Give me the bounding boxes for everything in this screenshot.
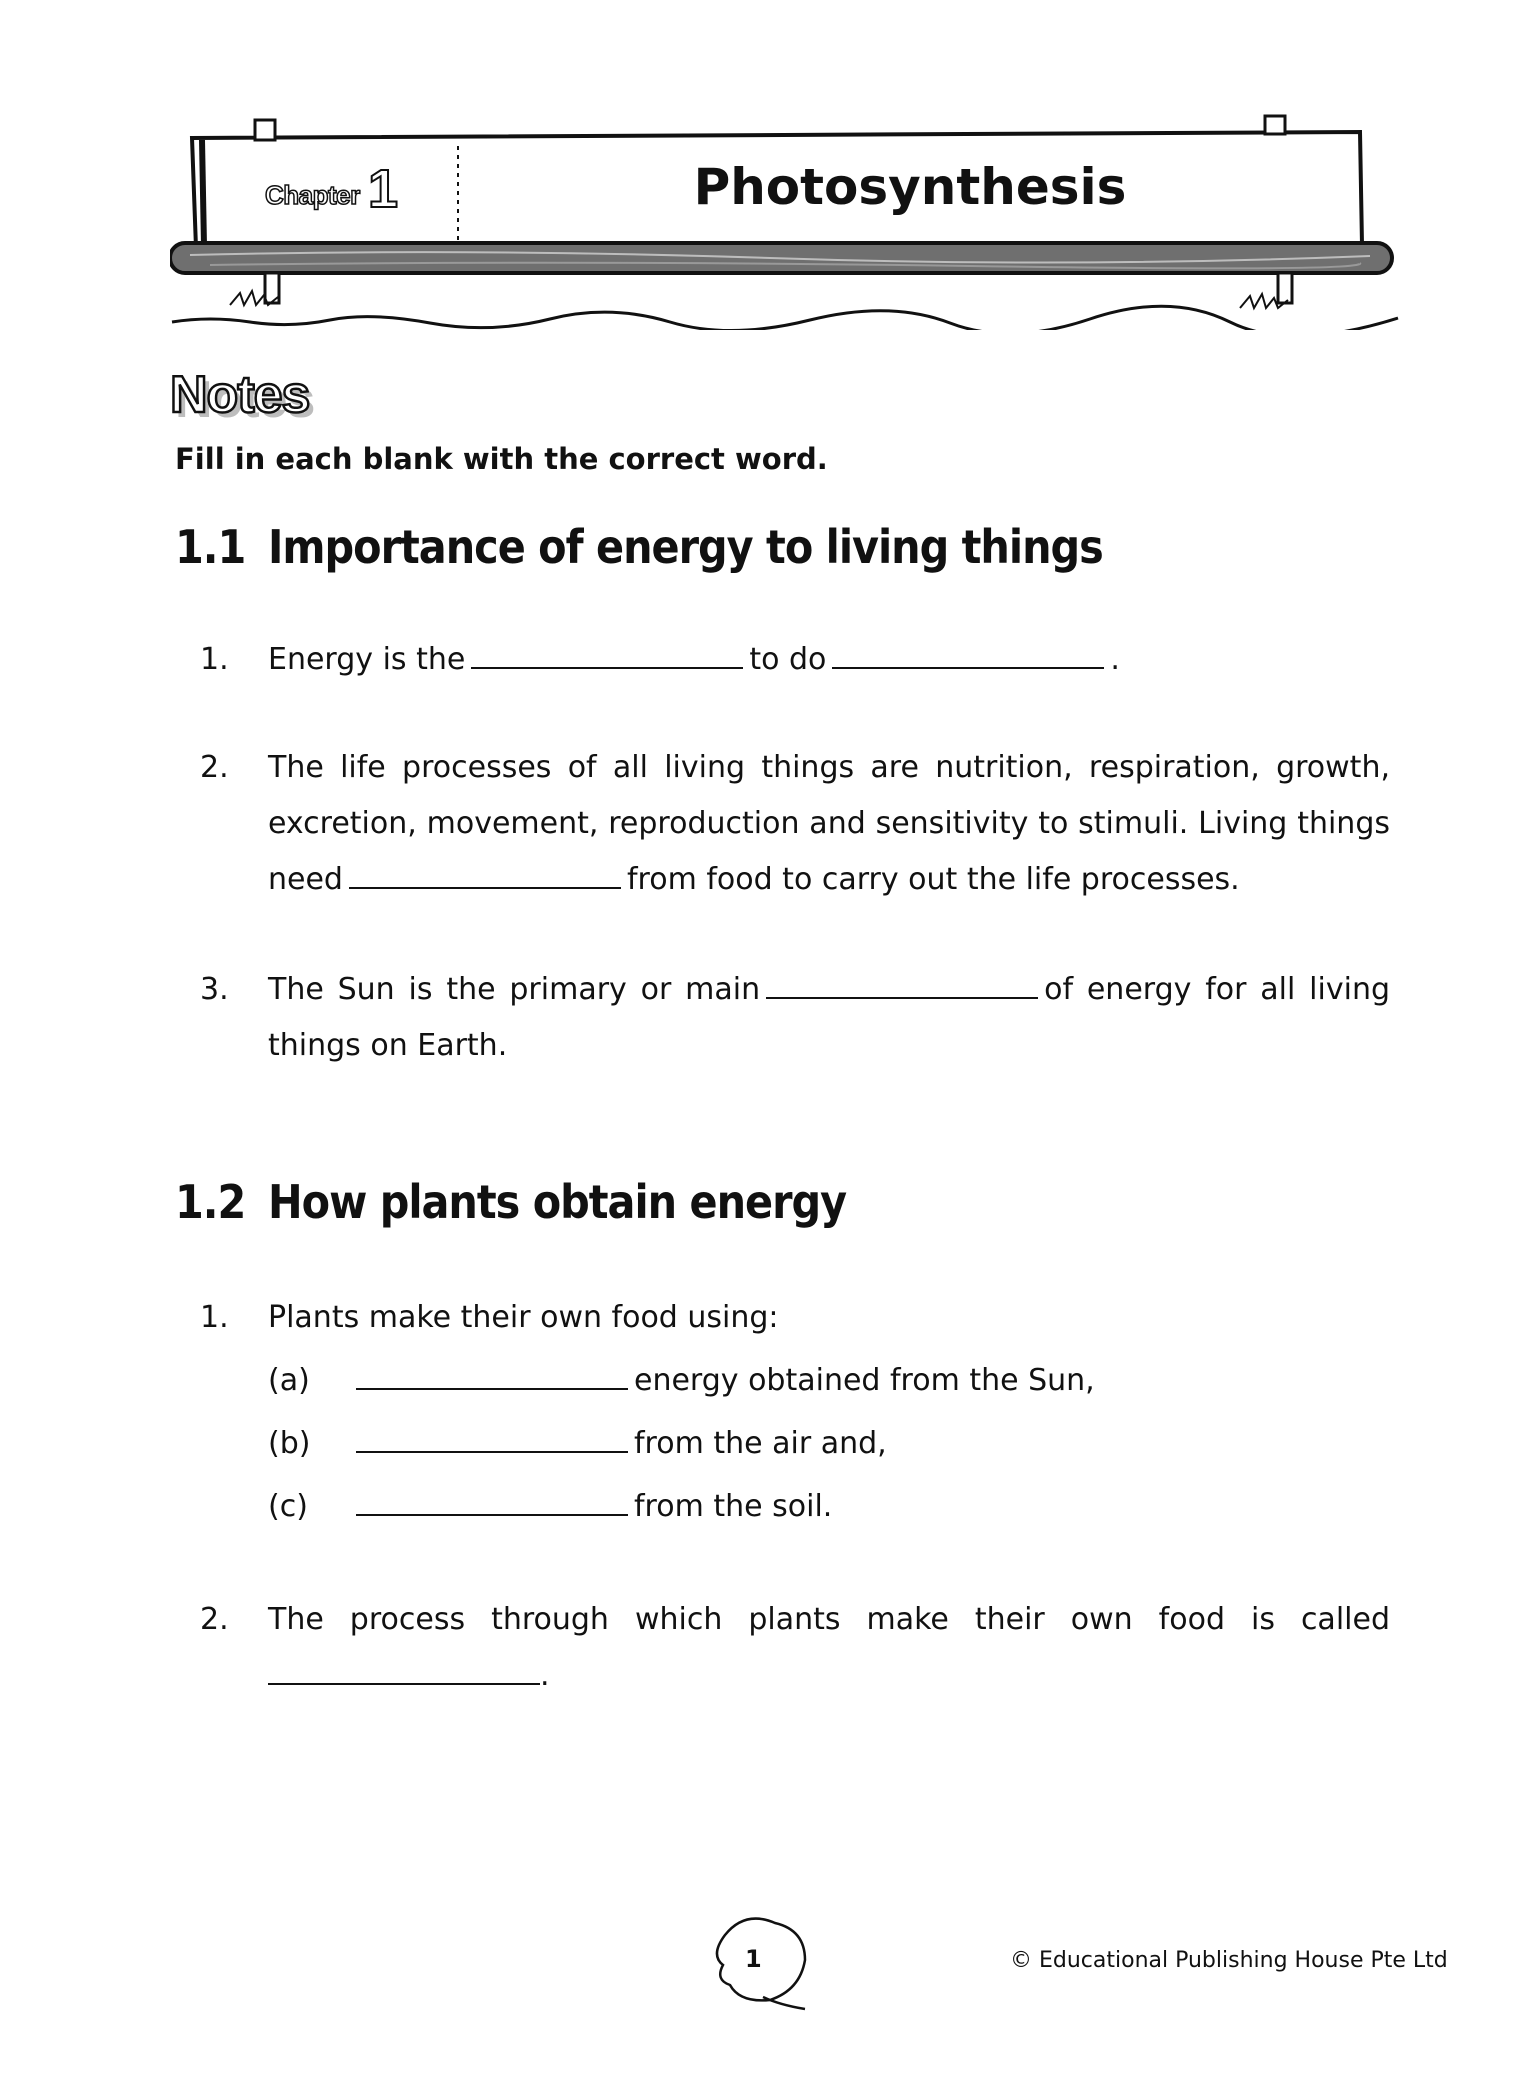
chapter-number: 1 <box>368 159 399 219</box>
page-title: Photosynthesis <box>693 158 1127 216</box>
section-title: Importance of energy to living things <box>268 520 1103 574</box>
question-number: 1. <box>200 1300 229 1335</box>
question-number: 3. <box>200 972 229 1007</box>
question-text: . <box>540 1658 550 1693</box>
instruction-text: Fill in each blank with the correct word. <box>175 442 828 476</box>
chapter-banner <box>170 110 1400 330</box>
sub-item-text: from the air and, <box>634 1426 887 1461</box>
question-text: from food to carry out the life processes. <box>626 862 1240 897</box>
answer-blank[interactable] <box>356 1421 628 1453</box>
section-number: 1.1 <box>175 520 246 574</box>
section-title: How plants obtain energy <box>268 1175 847 1229</box>
sub-item-label: (a) <box>268 1363 310 1398</box>
answer-blank[interactable] <box>766 967 1038 999</box>
answer-blank[interactable] <box>832 637 1104 669</box>
question-text: . <box>1110 642 1120 677</box>
answer-blank[interactable] <box>471 637 743 669</box>
question-number: 2. <box>200 750 229 785</box>
sub-item-text: energy obtained from the Sun, <box>634 1363 1095 1398</box>
question-text: Plants make their own food using: <box>268 1300 779 1335</box>
question-number: 1. <box>200 642 229 677</box>
section-number: 1.2 <box>175 1175 246 1229</box>
question-text: The process through which plants make their own food is called <box>268 1602 1390 1637</box>
notes-heading: Notes <box>170 366 310 424</box>
question-text: Energy is the <box>268 642 466 677</box>
chapter-label: Chapter <box>265 180 360 210</box>
answer-blank[interactable] <box>268 1653 540 1685</box>
sub-item-label: (b) <box>268 1426 311 1461</box>
answer-blank[interactable] <box>356 1358 628 1390</box>
page-number: 1 <box>745 1945 762 1973</box>
question-text: The life processes of all living things are nutrition, respiration, growth, excretion, movement, reproduction and sensitivity to stimuli. Living things need <box>268 750 1390 897</box>
question-text: to do <box>749 642 827 677</box>
question-number: 2. <box>200 1602 229 1637</box>
question-text: of energy for all living things on Earth. <box>268 972 1390 1063</box>
answer-blank[interactable] <box>349 857 621 889</box>
sub-item-text: from the soil. <box>634 1489 833 1524</box>
copyright-text: © Educational Publishing House Pte Ltd <box>1010 1948 1448 1973</box>
answer-blank[interactable] <box>356 1484 628 1516</box>
sub-item-label: (c) <box>268 1489 308 1524</box>
question-text: The Sun is the primary or main <box>268 972 761 1007</box>
